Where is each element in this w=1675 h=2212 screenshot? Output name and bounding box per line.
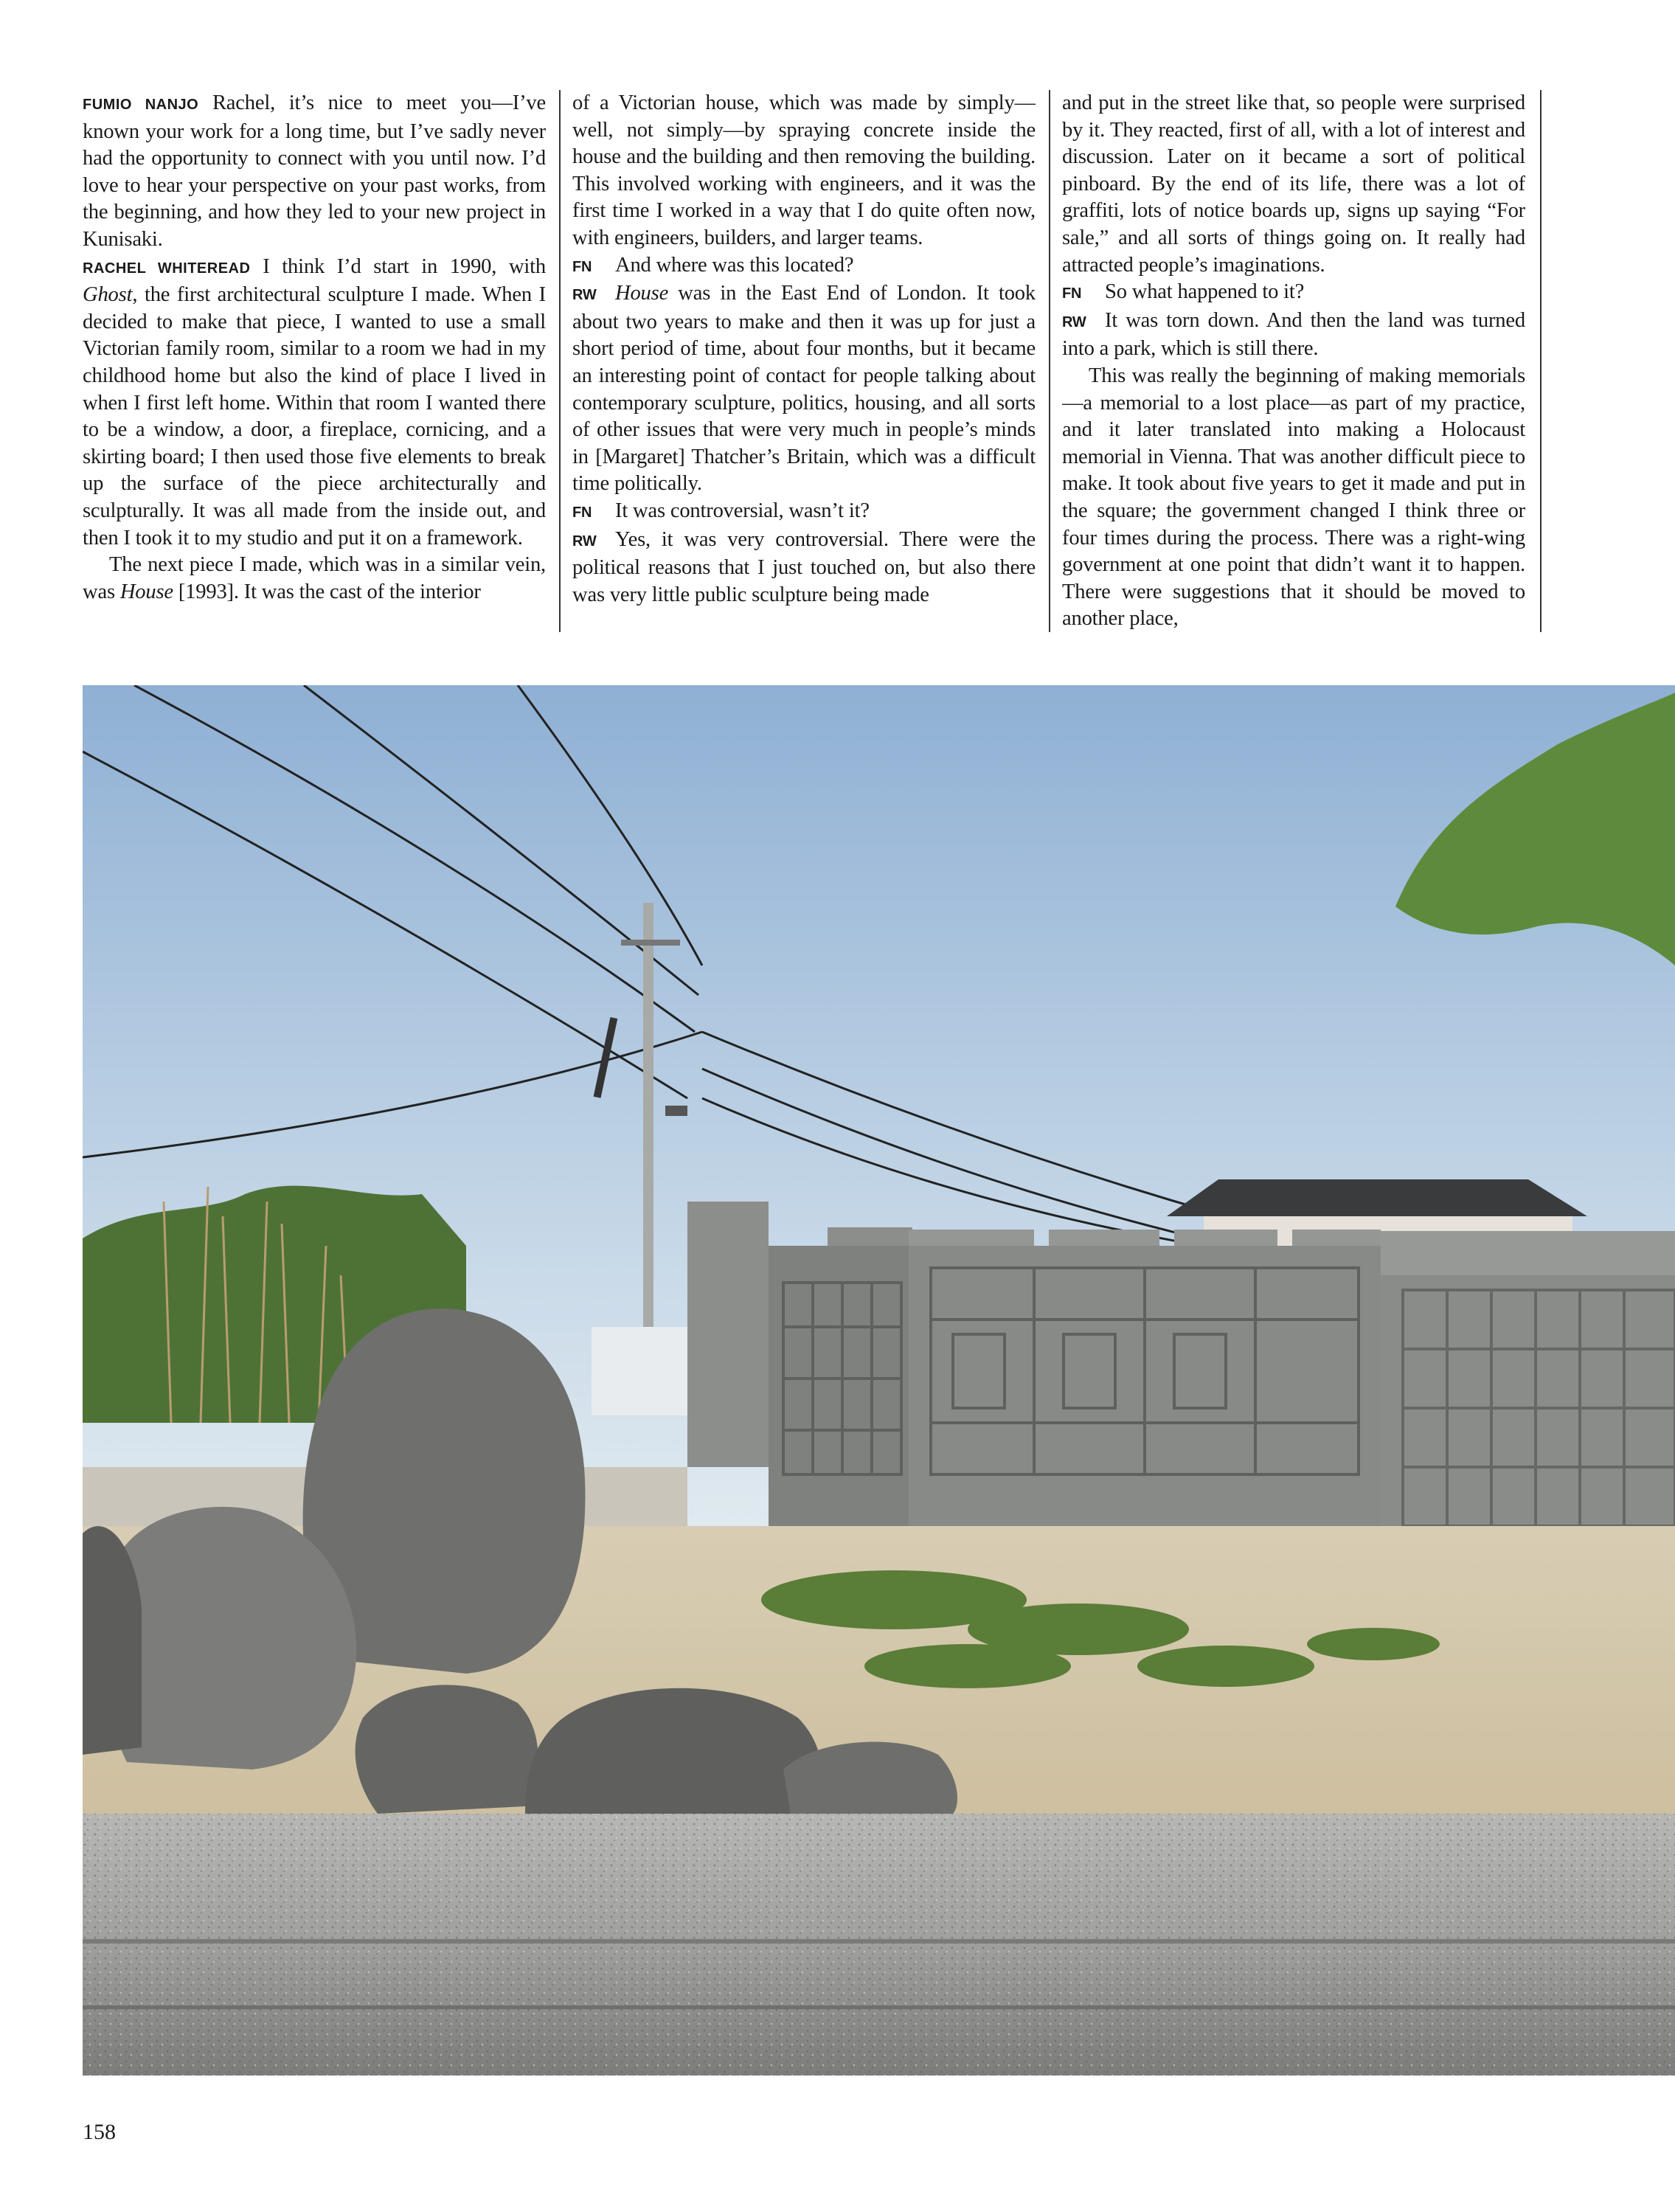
question-text: It was controversial, wasn’t it? bbox=[615, 499, 870, 522]
paragraph bbox=[572, 527, 1036, 609]
paragraph-text: [1993]. It was the cast of the interior bbox=[178, 580, 481, 603]
paragraph bbox=[1062, 308, 1525, 363]
artwork-title: House bbox=[119, 580, 173, 603]
wall-groove bbox=[83, 1939, 1675, 1944]
answer-text: It was torn down. And then the land was turned into a park, which is still there. bbox=[1062, 308, 1525, 361]
sculpture-photograph bbox=[83, 685, 1675, 2076]
speaker-tag: RW bbox=[572, 533, 597, 549]
paragraph bbox=[572, 280, 1036, 498]
concrete-sculpture bbox=[687, 1202, 1675, 1541]
wall-groove bbox=[83, 2005, 1675, 2009]
column-3 bbox=[1062, 90, 1525, 632]
paragraph bbox=[83, 254, 546, 552]
column-2 bbox=[572, 90, 1036, 632]
paragraph-text: I think I’d start in 1990, with bbox=[263, 254, 546, 278]
granite-texture bbox=[83, 1814, 1675, 2076]
paragraph bbox=[572, 498, 1036, 527]
paragraph-text: The next piece I made, which was in a similar vein, was bbox=[83, 553, 546, 603]
white-building bbox=[592, 1327, 695, 1415]
paragraph bbox=[572, 252, 1036, 281]
speaker-tag: RW bbox=[572, 287, 597, 304]
paragraph-text: and put in the street like that, so people were surprised by it. They reacted, first of all, with a lot of interest and discussion. Later on it became a sort of political pinboard. By the end of its life, there was a lot of graffiti, lots of notice boards up, signs up saying “For sale,” and all sorts of things going on. It really had attracted people’s imaginations. bbox=[1062, 91, 1525, 277]
question-text: And where was this located? bbox=[615, 253, 854, 277]
answer-text: was in the East End of London. It took about two years to make and then it was up for just a short period of time, about four months, but it became an interesting point of contact for people talking about contemporary sculpture, politics, housing, and all sorts of other issues that were very much in people’s minds in [Margaret] Thatcher’s Britain, which was a difficult time politically. bbox=[572, 282, 1036, 496]
speaker-tag: FN bbox=[1062, 285, 1082, 302]
artwork-title: House bbox=[615, 282, 669, 305]
speaker-label: RACHEL WHITEREAD bbox=[83, 260, 251, 277]
question-text: So what happened to it? bbox=[1105, 280, 1305, 304]
paragraph-text: of a Victorian house, which was made by simply—well, not simply—by spraying concrete inside the house and the building and then removing the building. This involved working with engineers, and it was the first time I worked in a way that I do quite often now, with engineers, builders, and larger teams. bbox=[572, 91, 1036, 249]
paragraph bbox=[1062, 363, 1525, 632]
speaker-label: FUMIO NANJO bbox=[83, 97, 199, 113]
paragraph bbox=[1062, 90, 1525, 279]
paragraph bbox=[1062, 279, 1525, 308]
paragraph bbox=[83, 552, 546, 606]
column-1 bbox=[83, 90, 546, 632]
speaker-tag: RW bbox=[1062, 313, 1086, 330]
speaker-tag: FN bbox=[572, 504, 592, 521]
paragraph-text: , the first architectural sculpture I made. When I decided to make that piece, I wanted to use a small Victorian family room, similar to a room we had in my childhood home but also the kind of place I lived in when I first left home. Within that room I wanted there to be a window, a door, a fireplace, cornicing, and a skirting board; I then used those five elements to break up the surface of the piece architecturally and sculpturally. It was all made from the inside out, and then I took it to my studio and put it on a framework. bbox=[83, 283, 546, 549]
page-number: 158 bbox=[83, 2120, 116, 2144]
article-body bbox=[0, 90, 1675, 632]
paragraph bbox=[572, 90, 1036, 252]
answer-text: Yes, it was very controversial. There were the political reasons that I just touched on, but also there was very little public sculpture being made bbox=[572, 527, 1036, 606]
paragraph-text: Rachel, it’s nice to meet you—I’ve known your work for a long time, but I’ve sadly never had the opportunity to connect with you until now. I’d love to hear your perspective on your past works, from the beginning, and how they led to your new project in Kunisaki. bbox=[83, 91, 546, 251]
paragraph-text: This was really the beginning of making memorials—a memorial to a lost place—as part of my practice, and it later translated into making a Holocaust memorial in Vienna. That was another difficult piece to make. It took about five years to get it made and put in the square; the government changed I think three or four times during the process. There was a right-wing government at one point that didn’t want it to happen. There were suggestions that it should be moved to another place, bbox=[1062, 364, 1525, 631]
speaker-tag: FN bbox=[572, 258, 592, 275]
paragraph bbox=[83, 90, 546, 254]
artwork-title: Ghost bbox=[83, 283, 133, 307]
